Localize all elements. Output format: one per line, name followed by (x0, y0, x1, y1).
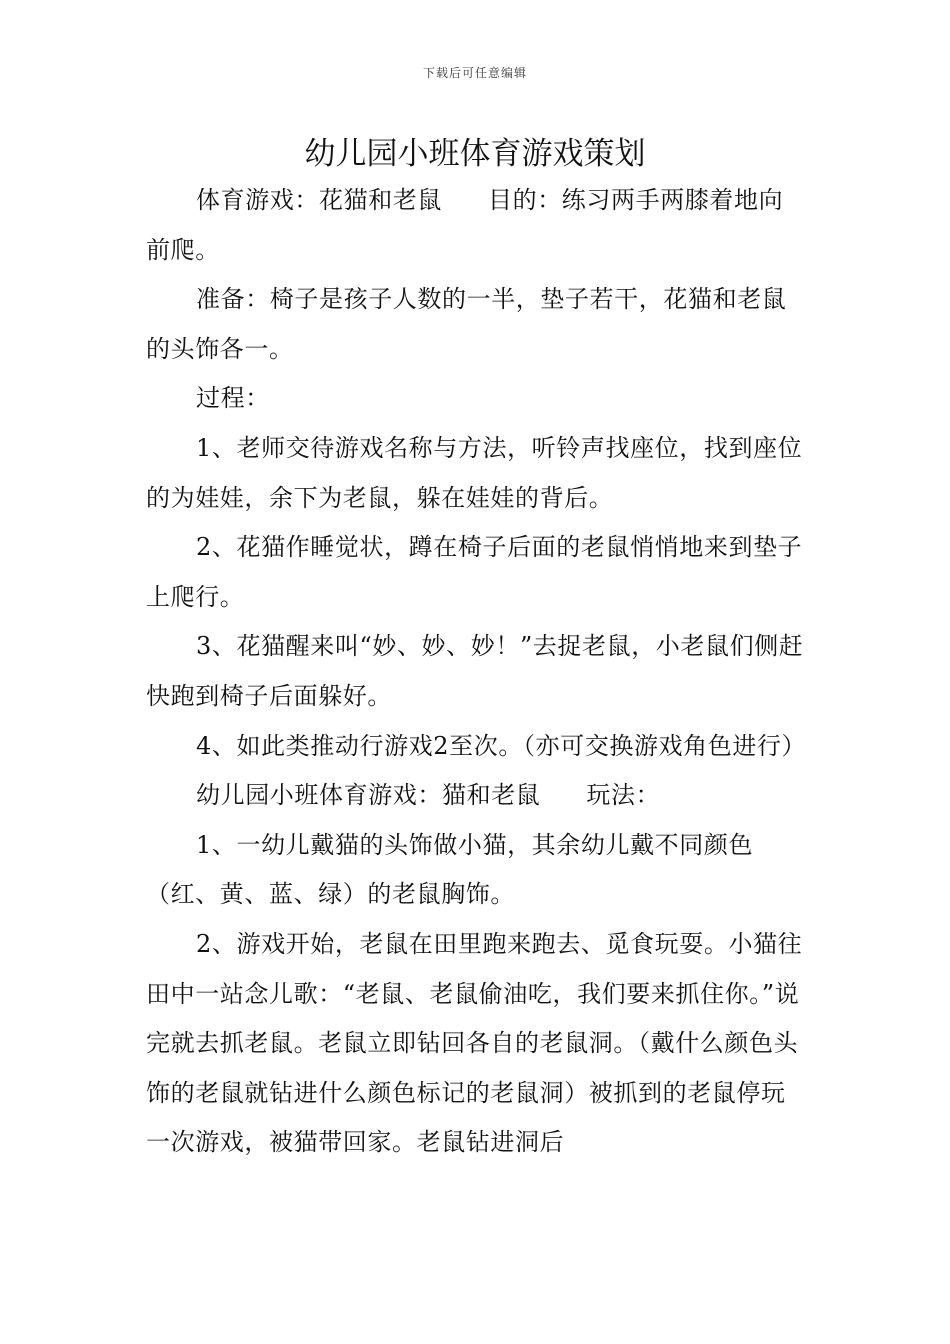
game2-intro-paragraph (146, 771, 806, 821)
header-note: 下载后可任意编辑 (422, 66, 527, 80)
game2-name: 幼儿园小班体育游戏：猫和老鼠 (196, 781, 541, 810)
game2-step: 1、一幼儿戴猫的头饰做小猫，其余幼儿戴不同颜色（红、黄、蓝、绿）的老鼠胸饰。 (146, 830, 754, 909)
game2-play-label: 玩法： (586, 781, 661, 810)
game1-step: 4、如此类推动行游戏2至次。（亦可交换游戏角色进行） (196, 731, 807, 760)
game1-name: 体育游戏：花猫和老鼠 (196, 186, 442, 214)
game1-step: 3、花猫醒来叫“妙、妙、妙！”去捉老鼠，小老鼠们侧赶快跑到椅子后面躲好。 (146, 632, 804, 710)
document-body (146, 176, 806, 1168)
game2-step: 2、游戏开始，老鼠在田里跑来跑去、觅食玩耍。小猫往田中一站念儿歌：“老鼠、老鼠偷油吃，我们要来抓住你。”说完就去抓老鼠。老鼠立即钻回各自的老鼠洞。（戴什么颜色头饰的老鼠就钻进什么颜色标记的老鼠洞）被抓到的老鼠停玩一次游戏，被猫带回家。老鼠钻进洞后 (146, 929, 803, 1157)
game1-goal: 目的：练习两手两膝着地向前爬。 (146, 186, 784, 264)
game1-prep-paragraph: 准备：椅子是孩子人数的一半，垫子若干，花猫和老鼠的头饰各一。 (146, 285, 787, 363)
page-title: 幼儿园小班体育游戏策划 (304, 136, 646, 172)
game1-process-label: 过程： (196, 384, 270, 413)
game1-step: 1、老师交待游戏名称与方法，听铃声找座位，找到座位的为娃娃，余下为老鼠，躲在娃娃的背后。 (146, 433, 803, 512)
game1-step: 2、花猫作睡觉状，蹲在椅子后面的老鼠悄悄地来到垫子上爬行。 (146, 533, 803, 611)
game1-intro-paragraph (146, 176, 806, 275)
